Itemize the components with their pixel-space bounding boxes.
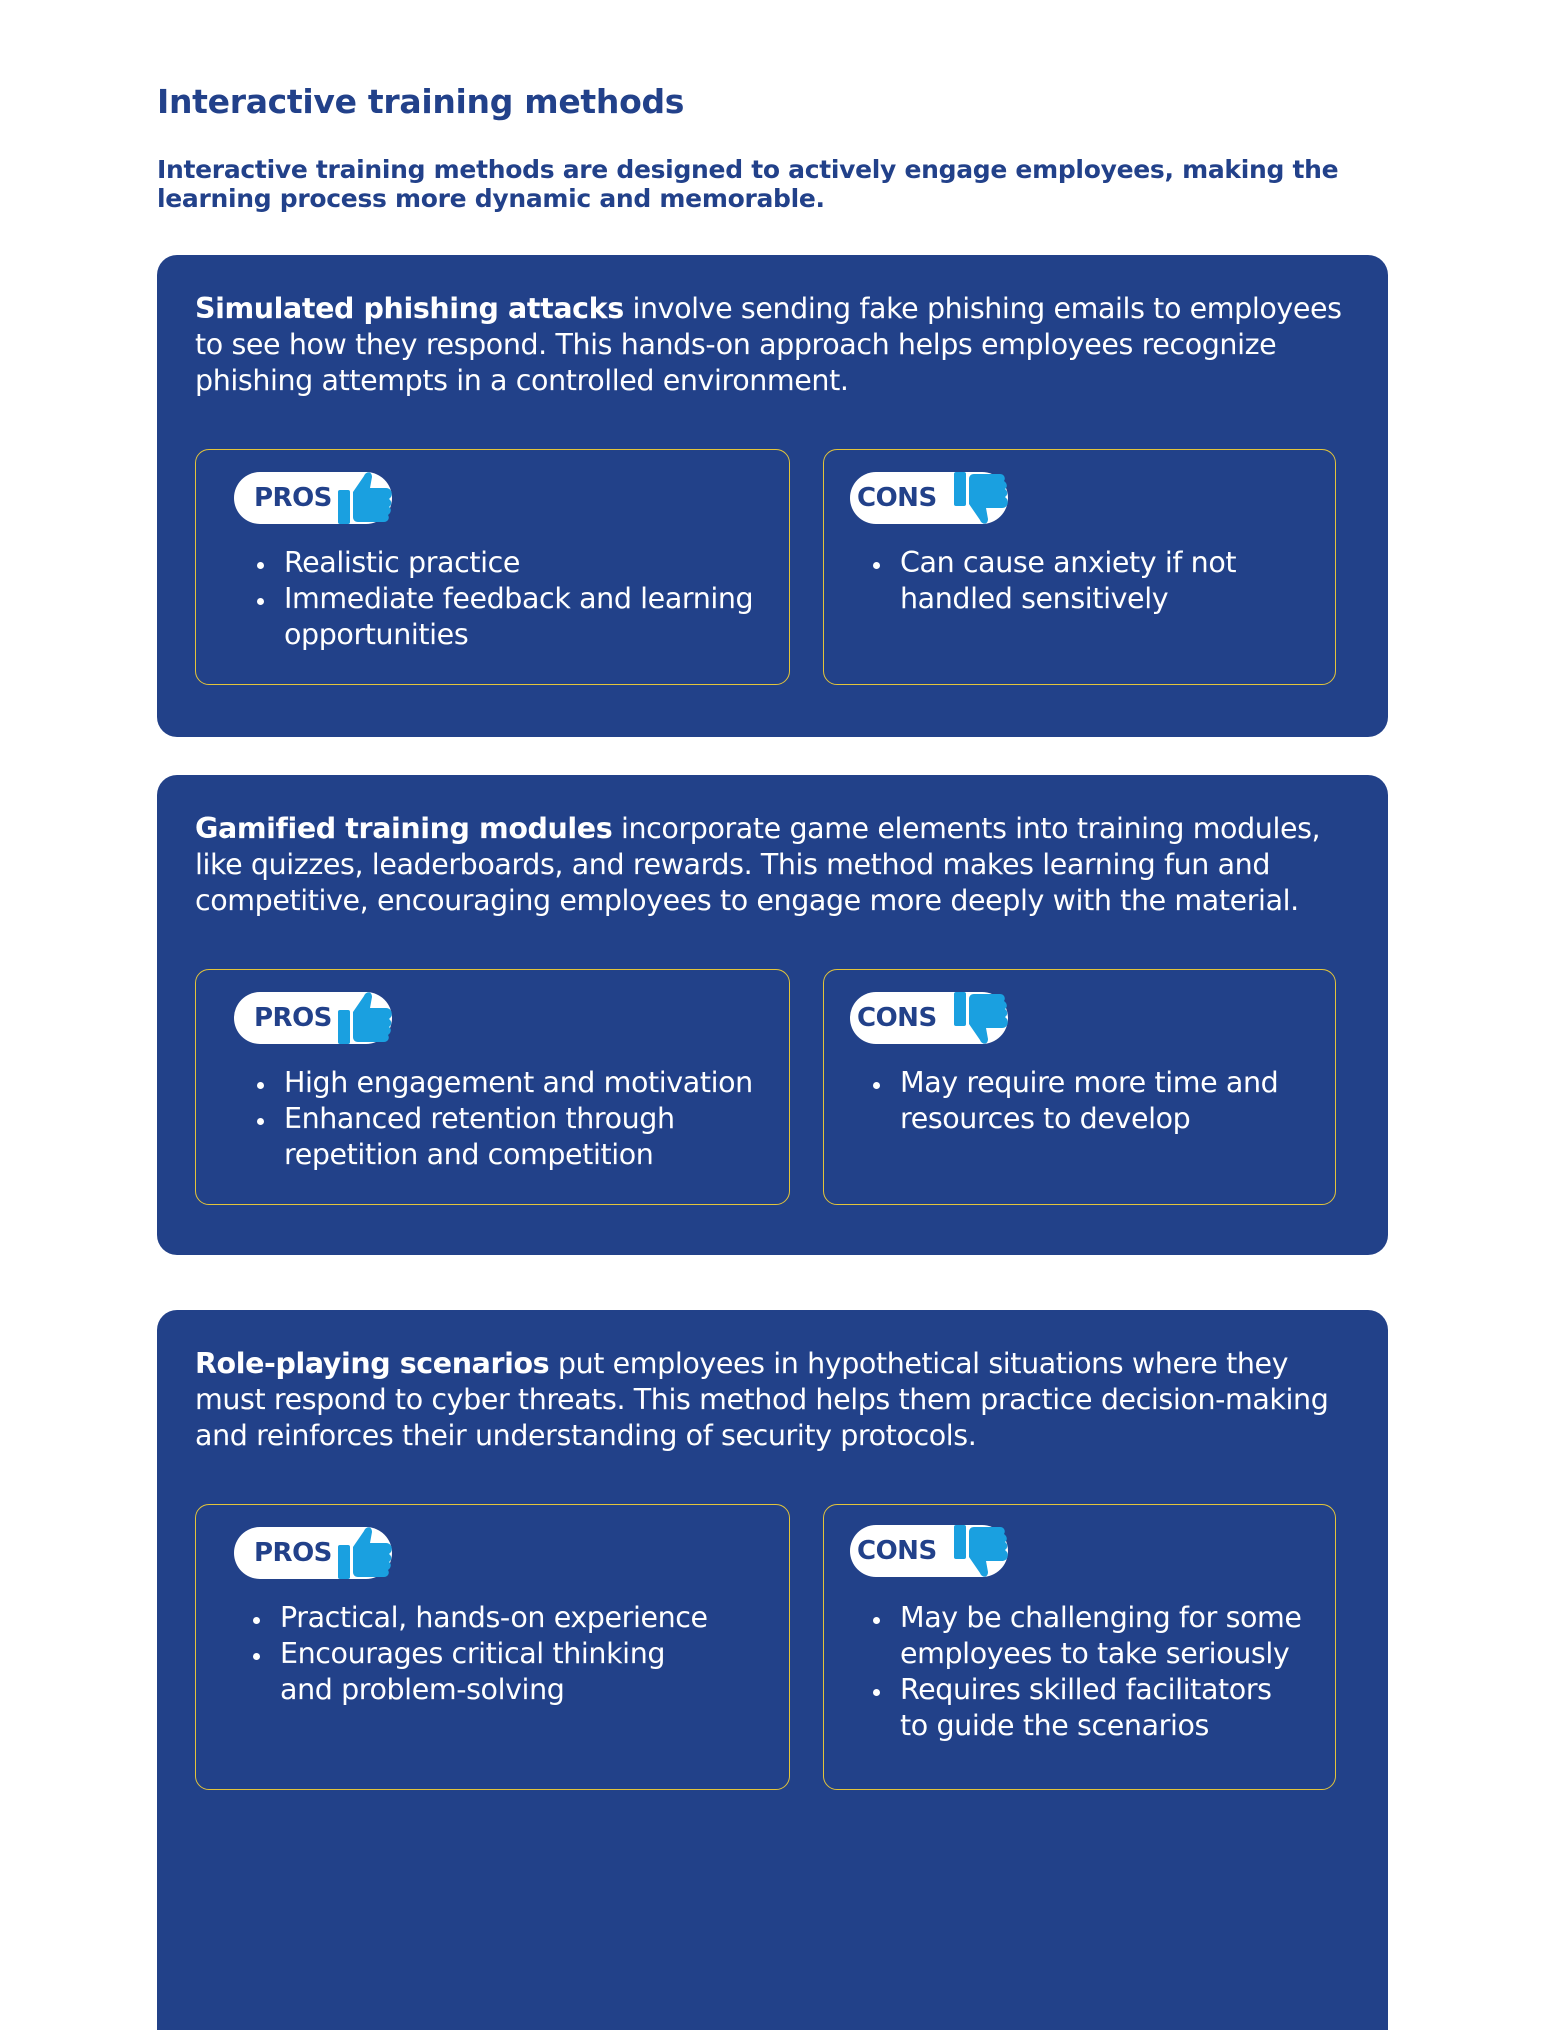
method-description-text: put employees in hypothetical situations where they must respond to cyber threats. This method helps them practice decision-making and reinforces their understanding of security protocols.	[195, 1347, 1329, 1452]
pros-label: PROS	[254, 1538, 332, 1568]
pros-badge	[234, 472, 392, 524]
pros-list	[240, 1065, 778, 1173]
thumbs-down-icon	[952, 988, 1010, 1048]
thumbs-down-icon	[952, 1521, 1010, 1581]
cons-label: CONS	[857, 483, 937, 513]
method-term: Simulated phishing attacks	[195, 292, 624, 325]
pros-item: • Practical, hands-on experience	[274, 1600, 754, 1636]
thumbs-up-icon	[336, 1523, 394, 1583]
page-title: Interactive training methods	[157, 82, 685, 121]
pros-list	[236, 1600, 754, 1708]
cons-box	[823, 1504, 1336, 1790]
pros-box	[195, 1504, 790, 1790]
cons-list	[856, 1065, 1314, 1137]
cons-item: • Can cause anxiety if not handled sensitively	[894, 545, 1314, 617]
pros-list	[240, 545, 764, 653]
method-description	[195, 291, 1355, 399]
method-description	[195, 811, 1355, 919]
pros-label: PROS	[254, 483, 332, 513]
method-description	[195, 1346, 1355, 1454]
cons-label: CONS	[857, 1003, 937, 1033]
cons-item: • May require more time and resources to develop	[894, 1065, 1314, 1137]
method-term: Role-playing scenarios	[195, 1347, 550, 1380]
method-card-role-playing	[157, 1310, 1388, 2030]
cons-list	[856, 545, 1314, 617]
pros-badge	[234, 992, 392, 1044]
pros-item: • Realistic practice	[278, 545, 764, 581]
pros-item: • High engagement and motivation	[278, 1065, 778, 1101]
pros-item: • Encourages critical thinking and problem-solving	[274, 1636, 680, 1708]
cons-item: • Requires skilled facilitators to guide the scenarios	[894, 1672, 1300, 1744]
method-card-phishing	[157, 255, 1388, 737]
cons-box	[823, 449, 1336, 685]
method-term: Gamified training modules	[195, 812, 613, 845]
cons-badge	[850, 1525, 1008, 1577]
cons-badge	[850, 472, 1008, 524]
cons-badge	[850, 992, 1008, 1044]
thumbs-up-icon	[336, 468, 394, 528]
method-description-text: incorporate game elements into training modules, like quizzes, leaderboards, and rewards. This method makes learning fun and competitive, encouraging employees to engage more deeply with the material.	[195, 812, 1321, 917]
cons-label: CONS	[857, 1536, 937, 1566]
cons-box	[823, 969, 1336, 1205]
thumbs-down-icon	[952, 468, 1010, 528]
method-description-text: involve sending fake phishing emails to employees to see how they respond. This hands-on approach helps employees recognize phishing attempts in a controlled environment.	[195, 292, 1342, 397]
thumbs-up-icon	[336, 988, 394, 1048]
method-card-gamified	[157, 775, 1388, 1255]
pros-item: • Immediate feedback and learning opportunities	[278, 581, 764, 653]
pros-box	[195, 449, 790, 685]
pros-item: • Enhanced retention through repetition and competition	[278, 1101, 704, 1173]
cons-list	[856, 1600, 1334, 1744]
pros-box	[195, 969, 790, 1205]
cons-item: • May be challenging for some employees to take seriously	[894, 1600, 1334, 1672]
pros-badge	[234, 1527, 392, 1579]
pros-label: PROS	[254, 1003, 332, 1033]
page-intro: Interactive training methods are designed to actively engage employees, making the learning process more dynamic and memorable.	[157, 155, 1339, 213]
